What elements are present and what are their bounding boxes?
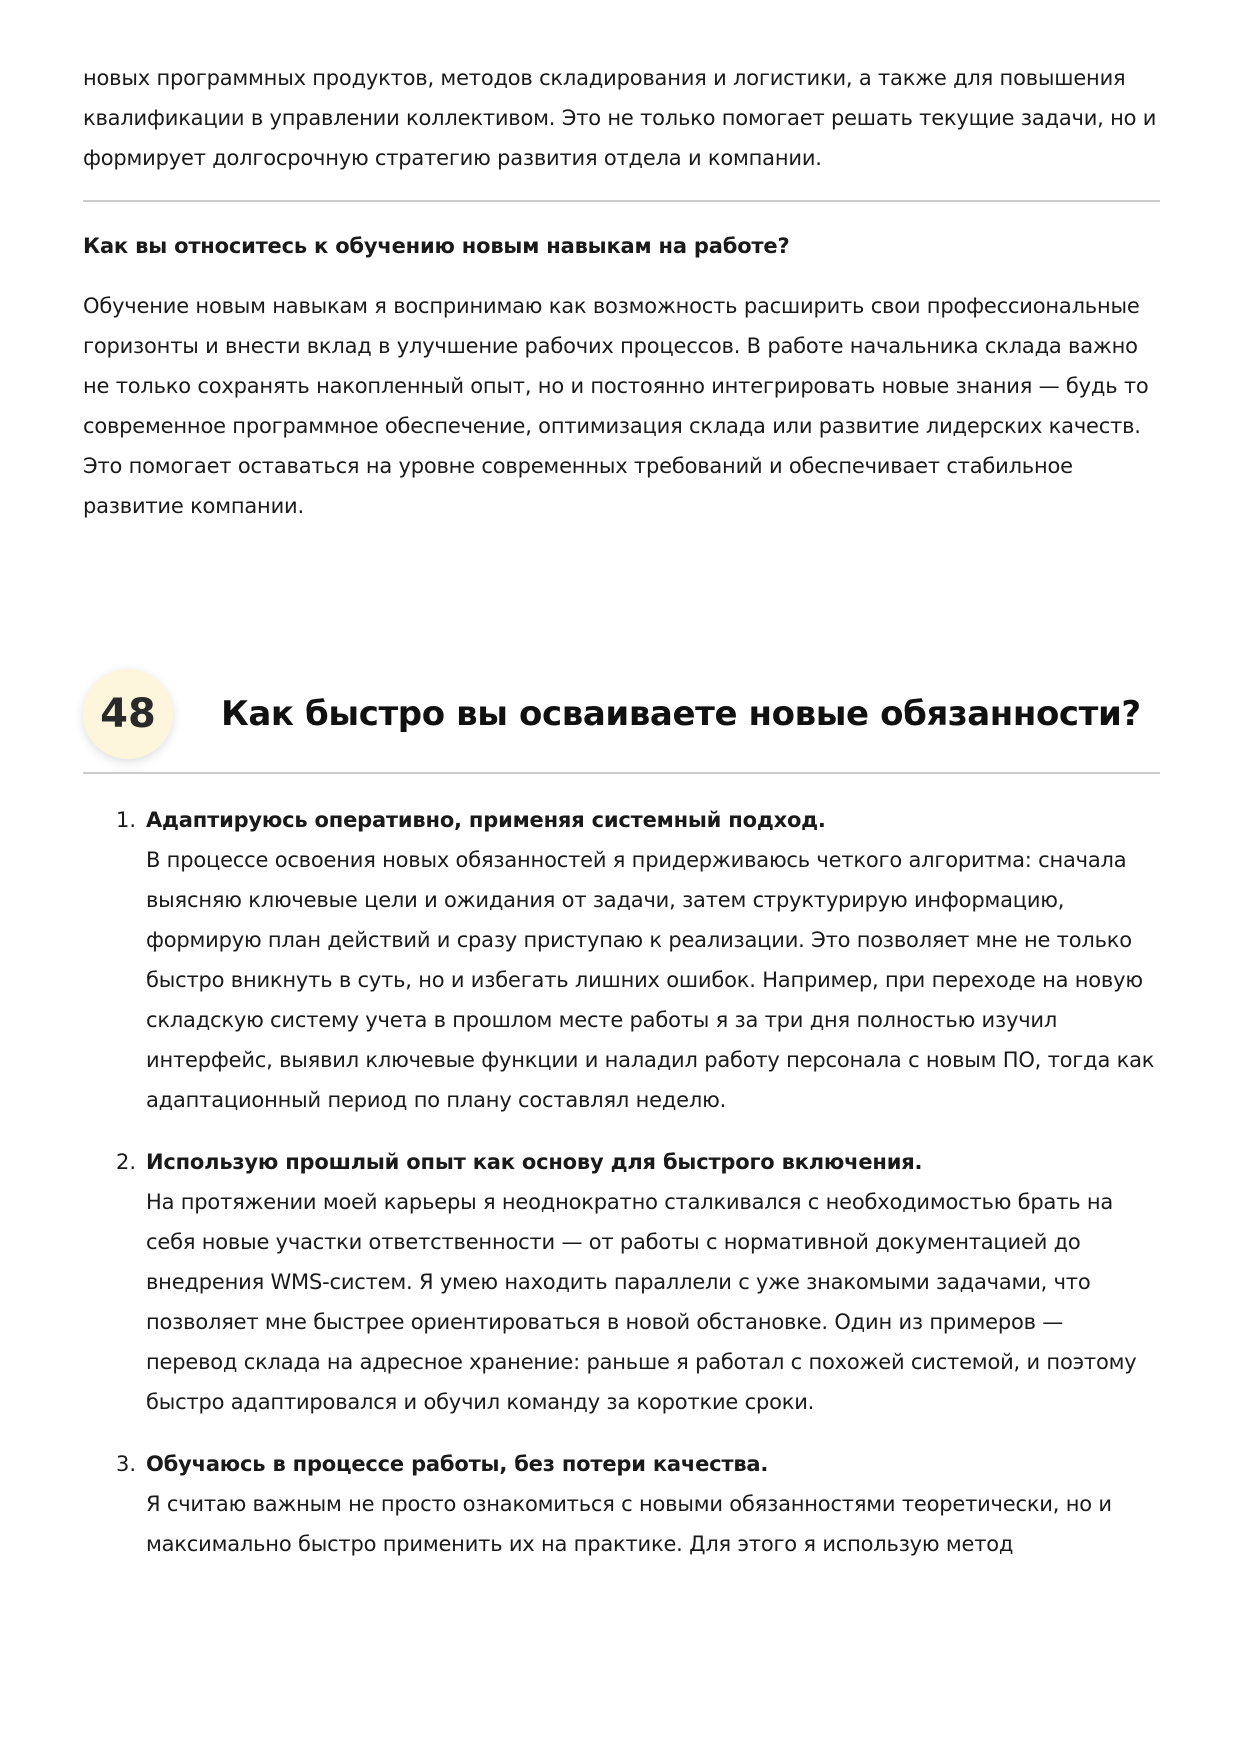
question-number-badge: 48 — [83, 669, 173, 759]
list-item — [83, 1142, 1160, 1422]
list-item-body: Я считаю важным не просто ознакомиться с новыми обязанностями теоретически, но и максимально быстро применить их на практике. Для этого я использую метод — [146, 1492, 1112, 1556]
list-item-number: 1. — [116, 808, 137, 832]
list-item-title: Использую прошлый опыт как основу для быстрого включения. — [146, 1150, 923, 1174]
question-heading: Как вы относитесь к обучению новым навыкам на работе? — [83, 234, 790, 258]
intro-paragraph: новых программных продуктов, методов складирования и логистики, а также для повышения квалификации в управлении коллективом. Это не только помогает решать текущие задачи, но и формирует долгосрочную стратегию развития отдела и компании. — [83, 66, 1157, 170]
document-page — [83, 58, 1160, 1564]
list-item-number: 3. — [116, 1452, 137, 1476]
list-item — [83, 1444, 1160, 1564]
list-item-number: 2. — [116, 1150, 137, 1174]
list-item-body: На протяжении моей карьеры я неоднократно сталкивался с необходимостью брать на себя новые участки ответственности — от работы с нормативной документацией до внедрения WMS-систем. Я умею находить параллели с уже знакомыми задачами, что позволяет мне быстрее ориентироваться в новой обстановке. Один из примеров — перевод склада на адресное хранение: раньше я работал с похожей системой, и поэтому быстро адаптировался и обучил команду за короткие сроки. — [146, 1190, 1137, 1414]
list-item-title: Адаптируюсь оперативно, применяя системный подход. — [146, 808, 826, 832]
answer-paragraph: Обучение новым навыкам я воспринимаю как возможность расширить свои профессиональные горизонты и внести вклад в улучшение рабочих процессов. В работе начальника склада важно не только сохранять накопленный опыт, но и постоянно интегрировать новые знания — будь то современное программное обеспечение, оптимизация склада или развитие лидерских качеств. Это помогает оставаться на уровне современных требований и обеспечивает стабильное развитие компании. — [83, 294, 1149, 518]
section-divider — [83, 772, 1160, 774]
section-header — [83, 664, 1160, 764]
list-item — [83, 800, 1160, 1120]
divider — [83, 200, 1160, 202]
answers-list — [83, 800, 1160, 1564]
list-item-body: В процессе освоения новых обязанностей я придерживаюсь четкого алгоритма: сначала выясняю ключевые цели и ожидания от задачи, затем структурирую информацию, формирую план действий и сразу приступаю к реализации. Это позволяет мне не только быстро вникнуть в суть, но и избегать лишних ошибок. Например, при переходе на новую складскую систему учета в прошлом месте работы я за три дня полностью изучил интерфейс, выявил ключевые функции и наладил работу персонала с новым ПО, тогда как адаптационный период по плану составлял неделю. — [146, 848, 1155, 1112]
section-title: Как быстро вы осваиваете новые обязанности? — [221, 694, 1141, 734]
list-item-title: Обучаюсь в процессе работы, без потери качества. — [146, 1452, 769, 1476]
